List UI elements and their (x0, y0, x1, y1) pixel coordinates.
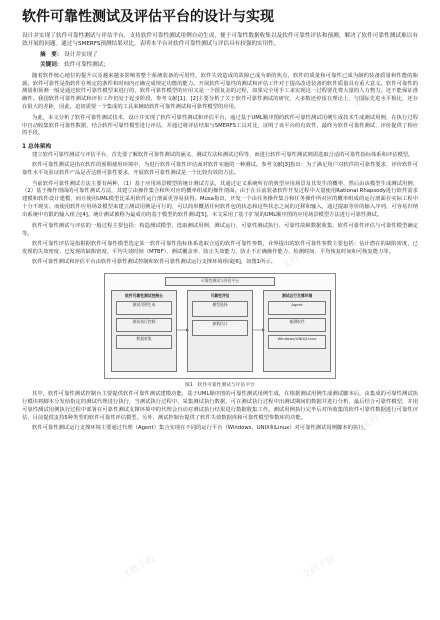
figure-mid-title: 可靠性评估 (210, 293, 230, 299)
figure-right-item: 被测软件 (268, 318, 326, 332)
figure-left-title: 软件可靠性测试控制台 (125, 293, 163, 299)
figure-right-title: 测试运行支撑环境 (281, 293, 313, 299)
paragraph: 软件可靠性测试和评估平台由软件可靠性测试控制和软件可靠性测试运行支撑环境组成[6]，如图1所示。 (32, 259, 276, 266)
abstract: 设计并实现了软件可靠性测试与评估平台，支持软件可靠性测试用例自动生成，便于可靠性数据收集以及软件可靠性评估和预测，解决了软件可靠性测试难以有效开展的问题。通过与SMERFS预测结果对比，表明本平台对软件可靠性测试与评估具有较强的实用性。 (22, 33, 418, 48)
arrow-head (262, 329, 265, 332)
paragraph: 随着软件核心地位的提升以及越来越多影响着整个系统装备的可用性，软件失效造成的故障已成为新的焦点，软件的质量和可靠性已成为制约装备质量和性能的瓶颈。软件可靠性是指软件在规定的条件和时间内正确完成规定功能的能力。开展软件可靠性的测试和评估工作对于提高改进装备的软件质量具有重大意义。软件可靠性的测量和预测一般是通过软件可靠性模型来进行的，软件可靠性模型的应用又是一个很复杂的过程，如果完全用手工来实现这一过程要花费大量的人力物力，还不能保证准确性。我国软件可靠性测试和评价工作仍处于起步阶段，参考文献[1]、[2]主要分析了关于软件可靠性测试的研究，大多数还停留在理论上，与国际先进水平相比，还存在很大的差距，因此，迫切需要一个集成的工具来辅助软件可靠性测试和可靠性模型的应用。 (22, 72, 418, 111)
figure-left-item: 数据收集 (116, 335, 172, 349)
closing-section (22, 391, 418, 433)
watermark: 文档下载 (40, 83, 77, 111)
figure-right-item: Windows/UNIX/Linux (268, 335, 326, 349)
paper-title: 软件可靠性测试及评估平台的设计与实现 (22, 9, 274, 25)
abstract-label: 摘 要： (40, 51, 63, 58)
paragraph: 软件可靠性评估是指根据软件可靠性模型选定某一软件可靠性指标体系选取合适的软件可靠性参数，业界提出的软件可靠性参数主要包括：估计潜在的缺陷密度，已发现的失效密度、已发现的缺陷密度、平均失效时间（MTBF）、测试覆盖率、防止失效能力、防止不正确操作能力、检测时间、平均恢复时间和可恢复能力等。 (22, 240, 418, 255)
paragraph: 建立软件可靠性测试与评估平台，首先要了解软件可靠性测试的涵义、测试方法和测试过程等，而进行软件可靠性测试则需选取合适的可靠性指标体系和评估模型。 (32, 151, 414, 158)
figure-mid-item: 模型选择 (192, 301, 248, 317)
keywords-label: 关键词： (40, 61, 63, 68)
watermark: 文档下载 (40, 403, 77, 431)
paragraph: 当前软件可靠性测试方法主要有两种，（1）基于应用场景模型的统计测试方法，其通过定义系统所有的典型应用场景及其发生的概率，然后由该模型生成测试用例；（2）基于操作剖面的可靠性测试方法，其建立由操作集合和所对应的概率组成的操作剖面。由于在目前装备软件开发过程中大量使用Rational Rhapsody进行软件需求建模和软件设计建模，而且使用UML模型比采用软件运行剖面更容易获得。Musa指出，开发一个由任务操作集合和任务操作所对应的概率组成的运行剖面在实际工程中十分不现实。而使用软件应用场景模型来建立测试用例是可行的，可以简单概括任何软件包的状态和这些状态之间的迁移和输入，通过提取等价的输入序列，可容易归纳出系统中有限的输入组合[4]。统计测试被称为最成功的基于模型的软件测试[5]。本文采用了基于扩展的UML顺序图的应用场景模型方法进行可靠性测试。 (22, 180, 418, 219)
figure-left-item: 测试执行控制 (116, 318, 172, 332)
figure-caption: 图1 软件可靠性测试与评估平台 (184, 383, 256, 389)
paragraph: 软件可靠性测试是指在软件的预期使用环境中，为进行软件可靠性评估而对软件实施的一种测试。参考文献[3]指出：为了满足用户对软件的可靠性要求，评价软件可靠性水平及验证软件产品是否达到可靠性要求，开展软件可靠性测试是一个比较有效的方法。 (22, 162, 418, 177)
watermark: 文档下载 (110, 243, 147, 271)
paragraph: 其中，软件可靠性测试控制台主要提供软件可靠性测试建模功能，基于UML顺序图的可靠性测试用例生成，在根据测试用例生成测试脚本后，由集成的可靠性测试执行模块将脚本分发给指定的测试代理进行执行，当测试执行过程中，采集测试执行数据，可在测试执行过程中出测试期间的数据并进行分析，最后结合可靠性模型，并用可靠性测试用例执行过程中部署在可靠性测试支撑环境中的代理会自动对测试执行结果进行数据收集工作。测试用例执行完毕后对所收集的软件可靠性数据进行可靠性评估，目前提供支持5种类型的软件可靠性评估模型。另外，测试控制台提供了软件失效数据库和可靠性模型参数库的功能。 (22, 391, 418, 421)
architecture-section (22, 152, 418, 267)
watermark: 文档下载 (200, 83, 237, 111)
paragraph: 软件可靠性测试运行支撑环境主要通过代理（Agent）集合实现在不同的运行平台（Windows、UNIX和Linux）对可靠性测试用例脚本的执行。 (32, 425, 369, 432)
abstract-lead: 设计并实现了 (64, 51, 98, 58)
figure-header: 可靠性测试与评估平台 (165, 277, 275, 286)
abstract-label-line (40, 51, 418, 59)
figure-right-item: Agent (268, 301, 326, 315)
keywords-line (40, 61, 418, 69)
section-heading: 1 总体架构 (22, 143, 52, 150)
paragraph: 软件可靠性测试与评估的一般过程主要包括：构造测试模型、选取测试用例、测试运行、可靠性测试执行、可靠性故障数据收集、软件可靠性评估与可靠性模型确定等。 (22, 222, 418, 237)
intro-section (22, 73, 418, 139)
watermark: 文档下载 (120, 553, 157, 581)
figure-arrows (105, 274, 335, 378)
keywords: 软件可靠性测试； (64, 61, 109, 68)
architecture-figure (104, 273, 336, 379)
watermark: 文档下载 (300, 553, 337, 581)
watermark: 文档下载 (360, 403, 397, 431)
watermark: 文档下载 (220, 403, 257, 431)
paper-page (22, 8, 418, 436)
figure-left-item: 测试用例生成 (116, 301, 172, 315)
paragraph: 为此，本文分析了软件可靠性测试技术，设计并实现了软件可靠性测试和评估平台，通过基于UML顺序图的软件可靠性测试用例生成技术生成测试用例，在执行过程中自动收集软件可靠性数据，结合软件可靠性模型进行评估，并通过将评估结果与SMERFS工具对比，证明了该平台的有效性，最终为软件可靠性测试、评价提供了相应的手段。 (22, 114, 418, 137)
arrow-head (186, 329, 189, 332)
watermark: 文档下载 (350, 83, 387, 111)
watermark: 文档下载 (280, 243, 317, 271)
figure-mid-item: 参数估计 (192, 320, 248, 336)
